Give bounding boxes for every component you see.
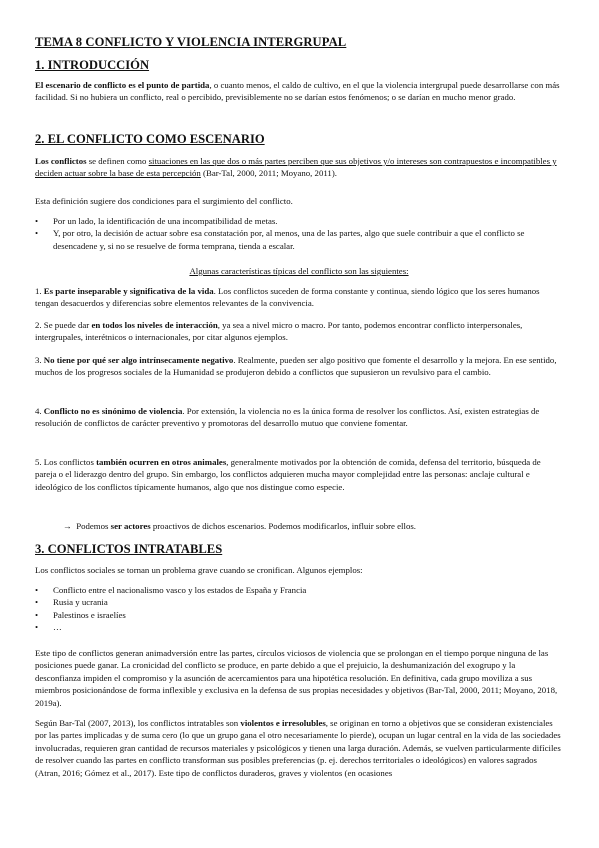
bullet-icon: • bbox=[35, 216, 39, 226]
characteristic-3-bold: No tiene por qué ser algo intrínsecamente negativo bbox=[43, 355, 234, 365]
section-3-heading: 3. CONFLICTOS INTRATABLES bbox=[35, 542, 223, 556]
section-3-intro-block bbox=[35, 564, 563, 576]
characteristic-5-number: 5. Los conflictos bbox=[35, 457, 97, 467]
arrow-line bbox=[35, 520, 563, 532]
list-item bbox=[35, 584, 563, 596]
characteristic-4-number: 4. bbox=[35, 406, 44, 416]
conditions-list bbox=[35, 215, 563, 252]
section-3-paragraph-1 bbox=[35, 647, 563, 709]
characteristic-4-text bbox=[35, 405, 563, 430]
characteristic-1-number: 1. bbox=[35, 286, 44, 296]
section-3-paragraph-2-text bbox=[35, 717, 563, 779]
characteristic-5-rest: , generalmente motivados por la obtención de comida, defensa del territorio, búsqueda de pareja o el liderazgo dentro del grupo. Sin embargo, los conflictos adquieren mucha mayor complejidad entre las personas: anclaje cultural e ideológico de los conflictos típicamente humanos, algo que nos distingue como especie. bbox=[35, 457, 541, 492]
section-1-heading-block bbox=[35, 57, 563, 73]
section-2-heading-block bbox=[35, 131, 563, 147]
characteristic-4 bbox=[35, 405, 563, 430]
suggest-paragraph bbox=[35, 195, 563, 207]
characteristic-1-bold: Es parte inseparable y significativa de la vida bbox=[43, 286, 214, 296]
section-3-heading-block bbox=[35, 541, 563, 557]
arrow-line-rest: proactivos de dichos escenarios. Podemos modificarlos, influir sobre ellos. bbox=[150, 521, 416, 531]
characteristic-2-bold: en todos los niveles de interacción bbox=[91, 320, 218, 330]
bullet-icon: • bbox=[35, 622, 39, 633]
list-item bbox=[35, 227, 563, 252]
document-title-block bbox=[35, 34, 563, 50]
list-item bbox=[35, 609, 563, 621]
characteristic-4-rest: . Por extensión, la violencia no es la única forma de resolver los conflictos. Así, existen estrategias de resolución de conflictos de carácter preventivo y promotoras del desarrollo mutuo que conviene fomentar. bbox=[35, 406, 540, 429]
characteristic-3-rest: . Realmente, pueden ser algo positivo que fomente el desarrollo y la mejora. En ese sentido, muchos de los progresos sociales de la Humanidad se produjeron debido a conflictos que supusieron un revulsivo para el cambio. bbox=[35, 355, 557, 378]
section-3-intro: Los conflictos sociales se tornan un problema grave cuando se cronifican. Algunos ejemplos: bbox=[35, 565, 363, 575]
characteristics-title-text: Algunas características típicas del conflicto son las siguientes: bbox=[189, 266, 409, 276]
definition-bold: Los conflictos bbox=[35, 156, 87, 166]
characteristics-title-block bbox=[35, 265, 563, 277]
definition-citation: (Bar-Tal, 2000, 2011; Moyano, 2011). bbox=[200, 168, 337, 179]
characteristic-3 bbox=[35, 354, 563, 379]
document-title-text: TEMA 8 CONFLICTO Y VIOLENCIA INTERGRUPAL bbox=[35, 35, 347, 49]
bullet-icon: • bbox=[35, 585, 39, 595]
characteristic-1-rest: . Los conflictos suceden de forma constante y continua, siendo lógico que los seres humanos tengan desacuerdos y diferencias sobre elementos relevantes de la convivencia. bbox=[35, 286, 540, 309]
list-item bbox=[35, 621, 563, 633]
section-3-paragraph-1-text: Este tipo de conflictos generan animadversión entre las partes, círculos viciosos de violencia que se prolongan en el tiempo porque ninguna de las posiciones puede ganar. La cronicidad del conflicto se produce, en parte debido a que el prejuicio, la deshumanización del exogrupo y la desconfianza impiden el compromiso y la asunción de acercamientos para una hipotética resolución. En definitiva, cada grupo moviliza a sus miembros posicionándose de forma inflexible y exclusiva en la defensa de sus propias necesidades y objetivos (Bar-Tal, 2000, 2011; Moyano, 2018, 2019a). bbox=[35, 648, 558, 708]
arrow-line-pre: Podemos bbox=[76, 521, 111, 531]
bullet-icon: • bbox=[35, 597, 39, 608]
list-item-text: Conflicto entre el nacionalismo vasco y los estados de España y Francia bbox=[53, 585, 307, 595]
section-1-rest: , o cuanto menos, el caldo de cultivo, en el que la violencia intergrupal puede desarrollarse con más facilidad. Si no hubiera un conflicto, real o percibido, previsiblemente no se darían estos fenómenos; o se darían en mucho menor grado. bbox=[35, 80, 560, 103]
document-title bbox=[35, 34, 563, 50]
characteristic-5-bold: también ocurren en otros animales bbox=[96, 457, 227, 467]
list-item-text: Palestinos e israelíes bbox=[53, 609, 126, 620]
characteristic-2-number: 2. Se puede dar bbox=[35, 320, 92, 330]
characteristic-4-bold: Conflicto no es sinónimo de violencia bbox=[43, 406, 183, 416]
characteristic-5-text bbox=[35, 456, 563, 493]
section-3-paragraph-2-rest: , se originan en torno a objetivos que se consideran existenciales por las partes implicadas y de suma cero (lo que un grupo gana el otro necesariamente lo pierde), ocupan un lugar central en la vida de las sociedades involucradas, requieren gran cantidad de recursos materiales y psicológicos y tienen una larga duración. Además, se vuelven particularmente difíciles de resolver cuando las partes en conflicto transforman sus posibles preferencias (p. ej. derechos territoriales o ideológicos) en valores sagrados (Atran, 2016; Gómez et al., 2017). Este tipo de conflictos duraderos, graves y violentos (en ocasiones bbox=[35, 718, 561, 778]
section-1-heading: 1. INTRODUCCIÓN bbox=[35, 58, 150, 72]
definition-paragraph bbox=[35, 155, 563, 180]
characteristic-5 bbox=[35, 456, 563, 493]
examples-list bbox=[35, 584, 563, 634]
list-item bbox=[35, 215, 563, 227]
section-3-paragraph-2 bbox=[35, 717, 563, 779]
section-2-heading: 2. EL CONFLICTO COMO ESCENARIO bbox=[35, 132, 265, 146]
section-3-paragraph-2-pre: Según Bar-Tal (2007, 2013), los conflictos intratables son bbox=[35, 718, 241, 728]
arrow-line-bold: ser actores bbox=[110, 521, 151, 531]
characteristic-2-rest: , ya sea a nivel micro o macro. Por tanto, podemos encontrar conflicto interpersonales, intergrupales, interétnicos o internacionales, por citar algunos ejemplos. bbox=[35, 320, 523, 343]
arrow-right-icon: → bbox=[63, 521, 72, 531]
section-1-paragraph bbox=[35, 79, 563, 104]
bullet-icon: • bbox=[35, 609, 39, 620]
section-3-paragraph-2-bold: violentos e irresolubles bbox=[240, 718, 326, 728]
definition-text bbox=[35, 155, 563, 180]
list-item-text: … bbox=[53, 622, 62, 633]
bullet-icon: • bbox=[35, 228, 39, 239]
characteristic-2-text bbox=[35, 319, 563, 344]
definition-underlined: situaciones en las que dos o más partes perciben que sus objetivos y/o intereses son contrapuestos e incompatibles y deciden actuar sobre la base de esta percepción bbox=[35, 156, 557, 179]
characteristic-1-text bbox=[35, 285, 563, 310]
characteristic-3-text bbox=[35, 354, 563, 379]
list-item bbox=[35, 596, 563, 608]
arrow-line-block bbox=[35, 520, 563, 532]
characteristic-3-number: 3. bbox=[35, 355, 44, 365]
list-item-text: Rusia y ucrania bbox=[53, 597, 108, 608]
section-1-text bbox=[35, 79, 563, 104]
list-item-text: Y, por otro, la decisión de actuar sobre esa constatación por, al menos, una de las partes, algo que suele contribuir a que el conflicto se desencadene y, si no se resuelve de forma temprana, tienda a escalar. bbox=[53, 228, 525, 251]
suggest-text: Esta definición sugiere dos condiciones para el surgimiento del conflicto. bbox=[35, 196, 293, 206]
characteristic-1 bbox=[35, 285, 563, 310]
characteristic-2 bbox=[35, 319, 563, 344]
section-1-bold: El escenario de conflicto es el punto de partida bbox=[35, 80, 210, 90]
list-item-text: Por un lado, la identificación de una incompatibilidad de metas. bbox=[53, 216, 278, 226]
definition-mid: se definen como bbox=[86, 156, 149, 166]
characteristics-title bbox=[35, 265, 563, 277]
